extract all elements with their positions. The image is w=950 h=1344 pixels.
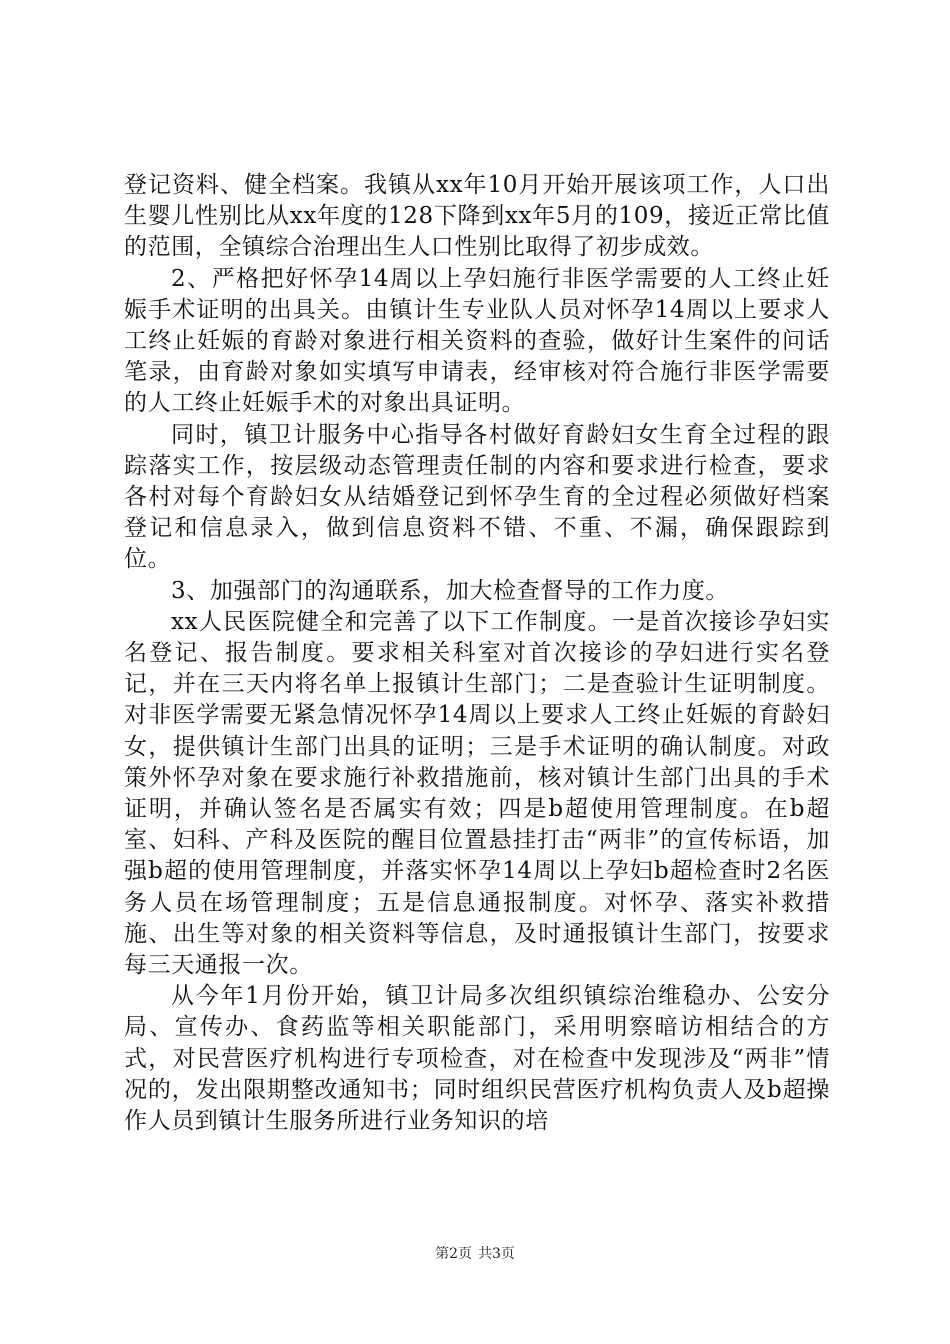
page-number-current: 第2页 [435, 1246, 472, 1262]
document-body [124, 170, 830, 1137]
page-footer [0, 1244, 950, 1264]
paragraph-1: 登记资料、健全档案。我镇从xx年10月开始开展该项工作，人口出生婴儿性别比从xx年度的128下降到xx年5月的109，接近正常比值的范围，全镇综合治理出生人口性别比取得了初步成效。 [124, 172, 830, 261]
page-number-total: 共3页 [478, 1246, 515, 1262]
paragraph-6: 从今年1月份开始，镇卫计局多次组织镇综治维稳办、公安分局、宣传办、食药监等相关职能部门，采用明察暗访相结合的方式，对民营医疗机构进行专项检查，对在检查中发现涉及“两非”情况的，发出限期整改通知书；同时组织民营医疗机构负责人及b超操作人员到镇计生服务所进行业务知识的培 [124, 983, 830, 1135]
paragraph-2: 2、严格把好怀孕14周以上孕妇施行非医学需要的人工终止妊娠手术证明的出具关。由镇计生专业队人员对怀孕14周以上要求人工终止妊娠的育龄对象进行相关资料的查验，做好计生案件的问话笔录，由育龄对象如实填写申请表，经审核对符合施行非医学需要的人工终止妊娠手术的对象出具证明。 [124, 265, 830, 417]
paragraph-3: 同时，镇卫计服务中心指导各村做好育龄妇女生育全过程的跟踪落实工作，按层级动态管理责任制的内容和要求进行检查，要求各村对每个育龄妇女从结婚登记到怀孕生育的全过程必须做好档案登记和信息录入，做到信息资料不错、不重、不漏，确保跟踪到位。 [124, 421, 830, 573]
paragraph-5: xx人民医院健全和完善了以下工作制度。一是首次接诊孕妇实名登记、报告制度。要求相关科室对首次接诊的孕妇进行实名登记，并在三天内将名单上报镇计生部门；二是查验计生证明制度。对非医学需要无紧急情况怀孕14周以上要求人工终止妊娠的育龄妇女，提供镇计生部门出具的证明；三是手术证明的确认制度。对政策外怀孕对象在要求施行补救措施前，核对镇计生部门出具的手术证明，并确认签名是否属实有效；四是b超使用管理制度。在b超室、妇科、产科及医院的醒目位置悬挂打击“两非”的宣传标语，加强b超的使用管理制度，并落实怀孕14周以上孕妇b超检查时2名医务人员在场管理制度；五是信息通报制度。对怀孕、落实补救措施、出生等对象的相关资料等信息，及时通报镇计生部门，按要求每三天通报一次。 [124, 608, 830, 979]
paragraph-4: 3、加强部门的沟通联系，加大检查督导的工作力度。 [171, 577, 730, 604]
